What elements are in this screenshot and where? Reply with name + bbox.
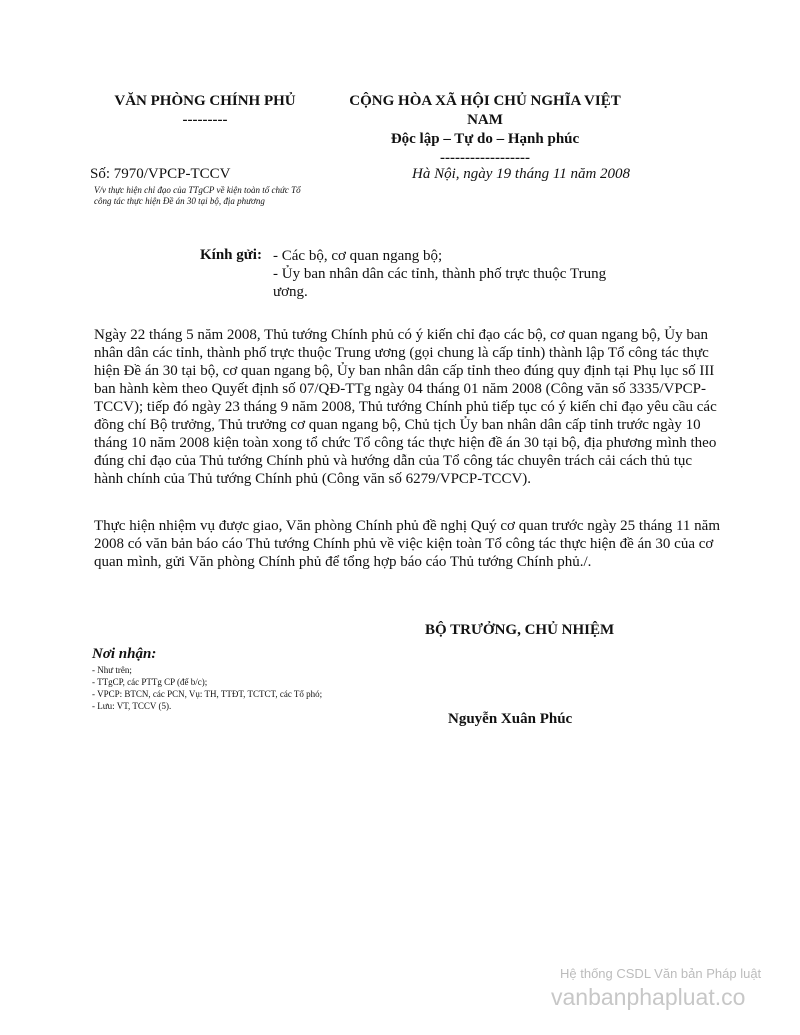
recipient-item: - Như trên; bbox=[92, 665, 132, 675]
national-motto: Độc lập – Tự do – Hạnh phúc bbox=[390, 131, 580, 147]
national-header bbox=[325, 92, 645, 168]
agency-name: VĂN PHÒNG CHÍNH PHỦ bbox=[114, 93, 296, 109]
recipient-item: - TTgCP, các PTTg CP (để b/c); bbox=[92, 677, 208, 687]
addressee-line: - Ủy ban nhân dân các tỉnh, thành phố trực thuộc Trung ương. bbox=[273, 266, 607, 300]
motto-divider: ------------------ bbox=[440, 150, 530, 166]
addressee-list bbox=[273, 247, 633, 301]
signature-title: BỘ TRƯỞNG, CHỦ NHIỆM bbox=[425, 622, 615, 638]
body-paragraph-1: Ngày 22 tháng 5 năm 2008, Thủ tướng Chính phủ có ý kiến chỉ đạo các bộ, cơ quan ngang bộ, Ủy ban nhân dân các tỉnh, thành phố trực thuộc Trung ương (gọi chung là cấp tỉnh) thành lập Tổ công tác thực hiện Đề án 30 tại bộ, cơ quan ngang bộ, Ủy ban nhân dân cấp tỉnh theo đúng quy định tại Phụ lục số III ban hành kèm theo Quyết định số 07/QĐ-TTg ngày 04 tháng 01 năm 2008 (Công văn số 3335/VPCP-TCCV); tiếp đó ngày 23 tháng 9 năm 2008, Thủ tướng Chính phủ tiếp tục có ý kiến chỉ đạo yêu cầu các đồng chí Bộ trưởng, Thủ trưởng cơ quan ngang bộ, Chủ tịch Ủy ban nhân dân cấp tỉnh trước ngày 10 tháng 10 năm 2008 kiện toàn xong tổ chức Tổ công tác thực hiện đề án 30 tại bộ, địa phương mình theo đúng chỉ đạo của Thủ tướng Chính phủ và hướng dẫn của Tổ công tác chuyên trách cải cách thủ tục hành chính của Thủ tướng Chính phủ (Công văn số 6279/VPCP-TCCV). bbox=[94, 327, 717, 487]
body-paragraph-2: Thực hiện nhiệm vụ được giao, Văn phòng Chính phủ đề nghị Quý cơ quan trước ngày 25 tháng 11 năm 2008 có văn bản báo cáo Thủ tướng Chính phủ về việc kiện toàn Tổ công tác thực hiện đề án 30 của cơ quan mình, gửi Văn phòng Chính phủ để tổng hợp báo cáo Thủ tướng Chính phủ./. bbox=[94, 518, 720, 570]
watermark-site: vanbanphapluat.co bbox=[551, 984, 746, 1010]
signer-name: Nguyễn Xuân Phúc bbox=[448, 711, 573, 727]
document-number: Số: 7970/VPCP-TCCV bbox=[90, 166, 231, 182]
recipient-item: - Lưu: VT, TCCV (5). bbox=[92, 701, 172, 711]
watermark-caption: Hệ thống CSDL Văn bản Pháp luật bbox=[560, 966, 762, 981]
republic-name-line1: CỘNG HÒA XÃ HỘI CHỦ NGHĨA VIỆT bbox=[349, 93, 621, 109]
republic-name-line2: NAM bbox=[467, 112, 503, 128]
document-subject: V/v thực hiện chỉ đạo của TTgCP về kiện toàn tổ chức Tổ công tác thực hiện Đề án 30 tại bộ, địa phương bbox=[94, 185, 301, 206]
document-date: Hà Nội, ngày 19 tháng 11 năm 2008 bbox=[412, 166, 631, 182]
addressee-label: Kính gửi: bbox=[200, 247, 262, 263]
addressee-line: - Các bộ, cơ quan ngang bộ; bbox=[273, 248, 443, 264]
recipients-label: Nơi nhận: bbox=[92, 646, 157, 662]
recipients-list bbox=[92, 664, 412, 712]
agency-header bbox=[95, 92, 315, 130]
recipient-item: - VPCP: BTCN, các PCN, Vụ: TH, TTĐT, TCTCT, các Tổ phó; bbox=[92, 689, 323, 699]
agency-divider: --------- bbox=[182, 112, 228, 128]
